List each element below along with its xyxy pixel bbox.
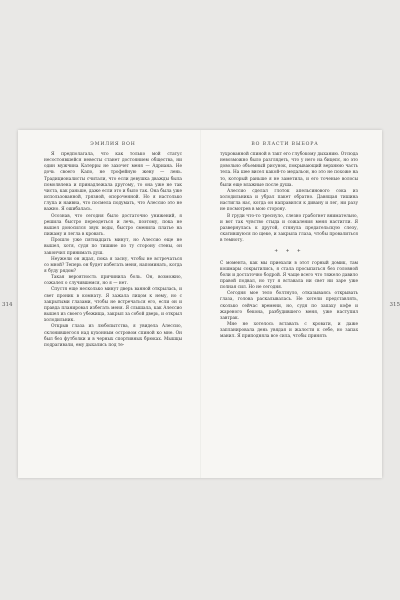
paragraph: Я предполагала, что как только мой статус несостоявшейся невесты станет достоянием общества, ни один мужчина Катерры не захочет меня — Адриана. Не дочь своего Капо, не трофейную жену — лень. Традиционалисты считали, что если девушка дважды была помолвлена и принадлежала другому, то она уже не так чиста, как раньше, даже если это и было так. Она была уже использованной, грязной, опороченной. Но я настолько глупа и наивна, что посмела подумать, что Алессио это не важно. Я ошибалась.	[44, 152, 182, 213]
right-page-text	[220, 152, 358, 341]
left-running-head: ЭМИЛИЯ ВОН	[90, 142, 136, 147]
paragraph: Мне не хотелось вставать с кровати, и даже запланировала день увядая и жалости к себе, но запах манил. Я приподняла все сила, чтобы принять	[220, 322, 358, 340]
book-gutter	[200, 130, 201, 478]
book-spread	[2, 130, 400, 478]
paragraph: Спустя еще несколько минут дверь ванной открылась, и свет проник в комнату. Я зажала лицом к нему, но с закрытыми глазами, чтобы не встречаться его, если он и правда планировал избегать меня. Я слышала, как Алессио вышел из своего убежища, закрыл за собой дверь, и открыл холодильник.	[44, 287, 182, 324]
paragraph: Прошло уже пятнадцать минут, но Алессио еще не вышел, хотя, судя по тишине по ту сторону стены, он закончил принимать душ.	[44, 238, 182, 256]
left-page-text	[44, 152, 182, 349]
left-page-number: 314	[2, 302, 13, 308]
paragraph: Открыв глаза из любопытства, я увидела Алессио, склонившегося над кухонным островом спиной ко мне. Он был без футболки и в черных спортивных брюках. Мышцы подрагивали, ему дыхались под те-	[44, 324, 182, 348]
paragraph: тухрованной спиной в такт его глубокому дыханию. Отсюда невозможно было разглядеть, что у него на бицепс, но это довольно объемный рисунок, покрывающий верхнюю часть тела. На шее висел какой-то медальон, но это не похоже на то, который раньше я не заметила, и его точеные волосы были еще влажные после душа.	[220, 152, 358, 188]
paragraph: Осознав, что сегодня было достаточно унижений, я решила быстро переодеться и лечь, поэтому, пока не вышел доносился звук воды, быстро сменила платье на пижаму и легла в кровать.	[44, 213, 182, 238]
paragraph: Неужели он ждал, пока я засну, чтобы не встречаться со мной? Теперь он будет избегать меня, напоминать, когда я буду рядом?	[44, 256, 182, 274]
section-separator: + + +	[274, 249, 304, 255]
paragraph: Сегодня мое тело болтнуло, отказываясь открывать глаза, голова раскалывалась. Не хотели представлять, сколько сейчас времени, но, судя по запаху кофе и жареного бекона, разбудившего меня, уже наступил завтрак.	[220, 291, 358, 321]
paragraph: С момента, как мы приехали в этот горный домик, там кошмары сокрытились, я стала просыпаться без головной боли и достаточно бодрой. Я чаще всего что тяжело давило правой подвал, но тут я вставала ни свет ни заре уже полная сил. Но не сегодня.	[220, 260, 358, 291]
right-running-head: ВО ВЛАСТИ ВЫБОРА	[251, 142, 319, 147]
paragraph: Такая вероятность причинила боль. Он, возможно, сожалел о случившемся, но я — нет.	[44, 275, 182, 287]
right-page-number: 315	[389, 302, 400, 308]
paragraph: В груди что-то треснуло, слезно грабогнет внимательно, и вот так чувство стыда и сожаления меня настигли. Я развернулась к другой, стянула предательскую слезу, скатившуюся по щеке, и закрыла глаза, чтобы провалиться в темноту.	[220, 213, 358, 244]
paragraph: Алессио сделал глоток апельсинового сока из холодильника и убрал пакет обратно. Давящая тишина настигла нас, когда он направился к дивану и лег, ни разу не посмотрев в мою сторону.	[220, 188, 358, 213]
